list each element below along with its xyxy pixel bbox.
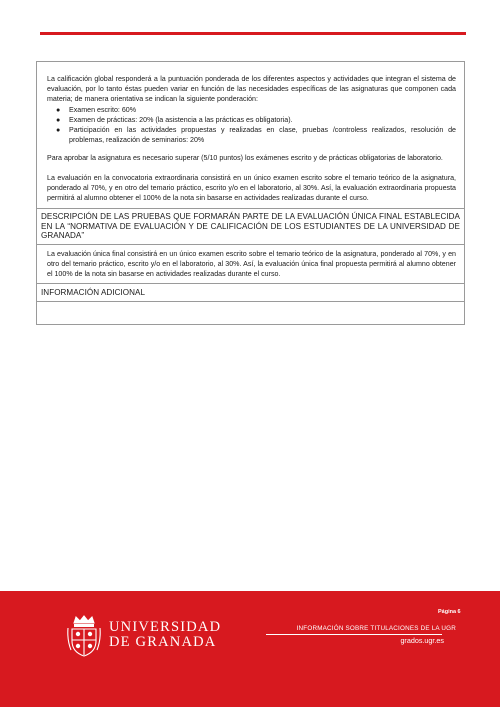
unica-text: La evaluación única final consistirá en un único examen escrito sobre el temario teórico de la asignatura, ponderado al 70%, y en otro del temario práctico, escrito y/o en el laboratorio, al 30%. Así, la evaluación única final propuesta permitirá al alumno obtener el 100% de la nota sin basarse en actividades realizadas durante el curso.: [47, 249, 456, 279]
header-rule: [40, 32, 466, 35]
university-name: UNIVERSIDAD DE GRANADA: [109, 619, 222, 650]
university-crest-icon: [66, 614, 102, 658]
pass-requirement: Para aprobar la asignatura es necesario superar (5/10 puntos) los exámenes escrito y de prácticas obligatorias de laboratorio.: [47, 154, 443, 163]
evaluation-table: [36, 61, 465, 325]
page-number: Página 6: [438, 609, 461, 615]
weighting-list: [47, 105, 456, 146]
footer-title: INFORMACIÓN SOBRE TITULACIONES DE LA UGR: [296, 625, 456, 632]
unica-section: [37, 245, 464, 285]
bullet-icon: ●: [56, 105, 61, 114]
bullet-icon: ●: [56, 115, 61, 124]
unica-heading-cell: [37, 209, 464, 245]
list-item: ● Examen escrito: 60%: [56, 105, 137, 114]
evaluation-section: [37, 62, 464, 209]
list-item: ● Examen de prácticas: 20% (la asistencia a las prácticas es obligatoria).: [56, 115, 293, 124]
additional-heading-cell: [37, 284, 464, 302]
extraordinary-evaluation: La evaluación en la convocatoria extraordinaria consistirá en un único examen escrito sobre el temario teórico de la asignatura, ponderado al 70%, y en otro del temario práctico, escrito y/o en el laboratorio, al 30%. Así, la evaluación extraordinaria propuesta permitirá al alumno obtener el 100% de la nota sin basarse en actividades realizadas durante el curso.: [47, 173, 456, 203]
unica-heading: DESCRIPCIÓN DE LAS PRUEBAS QUE FORMARÁN PARTE DE LA EVALUACIÓN ÚNICA FINAL ESTABLECIDA EN LA “NORMATIVA DE EVALUACIÓN Y DE CALIFICACIÓN DE LOS ESTUDIANTES DE LA UNIVERSIDAD DE GRANADA”: [41, 212, 460, 241]
page-footer: [0, 591, 500, 707]
bullet-icon: ●: [56, 126, 61, 135]
footer-title-underline: [266, 634, 442, 635]
evaluation-intro: La calificación global responderá a la puntuación ponderada de los diferentes aspectos y actividades que integran el sistema de evaluación, por lo tanto éstas pueden variar en función de las necesidades específicas de las asignaturas que componen cada materia; de manera orientativa se indican la siguiente ponderación:: [47, 75, 456, 104]
additional-content: [37, 302, 464, 324]
list-item: ● Participación en las actividades propuestas y realizadas en clase, pruebas /controless realizados, resolución de problemas, realización de seminarios: 20%: [56, 126, 456, 145]
additional-heading: INFORMACIÓN ADICIONAL: [41, 288, 146, 298]
footer-link[interactable]: grados.ugr.es: [400, 636, 444, 645]
